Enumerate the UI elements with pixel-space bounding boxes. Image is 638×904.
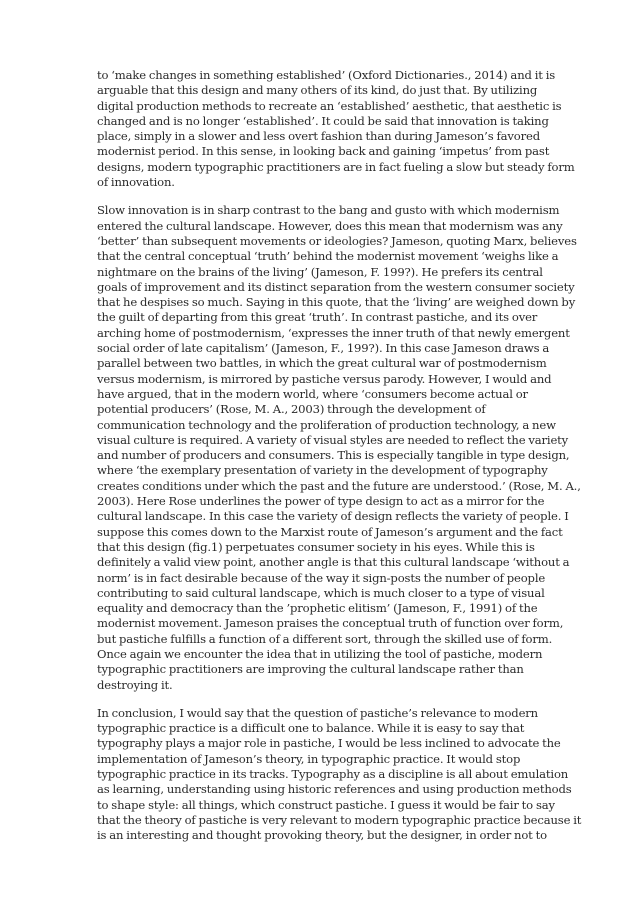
text-line: nightmare on the brains of the living’ (Jameson, F. 199?). He prefers its central xyxy=(97,264,543,279)
paragraph-1 xyxy=(97,68,575,190)
text-line: arguable that this design and many others of its kind, do just that. By utilizing xyxy=(97,83,538,98)
text-line: versus modernism, is mirrored by pastiche versus parody. However, I would and xyxy=(97,371,552,386)
text-line: equality and democracy than the ’prophetic elitism’ (Jameson, F., 1991) of the xyxy=(97,601,538,616)
text-line: have argued, that in the modern world, where ‘consumers become actual or xyxy=(97,386,528,401)
paragraph-2 xyxy=(97,203,581,693)
text-line: 2003). Here Rose underlines the power of type design to act as a mirror for the xyxy=(97,494,545,509)
text-line: as learning, understanding using historic references and using production methods xyxy=(97,782,572,797)
text-line: creates conditions under which the past and the future are understood.’ (Rose, M. A., xyxy=(97,478,581,493)
text-line: definitely a valid view point, another angle is that this cultural landscape ‘without a xyxy=(97,555,570,570)
text-line: where ‘the exemplary presentation of variety in the development of typography xyxy=(97,463,548,478)
text-line: potential producers’ (Rose, M. A., 2003) through the development of xyxy=(97,402,486,417)
text-line: visual culture is required. A variety of visual styles are needed to reflect the variety xyxy=(97,432,569,447)
text-line: to ‘make changes in something established’ (Oxford Dictionaries., 2014) and it is xyxy=(97,68,556,82)
text-line: norm’ is in fact desirable because of the way it sign-posts the number of people xyxy=(97,570,546,585)
text-line: entered the cultural landscape. However, does this mean that modernism was any xyxy=(97,218,563,233)
text-line: of innovation. xyxy=(97,175,175,190)
text-line: social order of late capitalism’ (Jameson, F., 199?). In this case Jameson draws a xyxy=(97,341,550,356)
text-line: cultural landscape. In this case the variety of design reflects the variety of people. I xyxy=(97,509,569,524)
text-line: ‘better’ than subsequent movements or ideologies? Jameson, quoting Marx, believes xyxy=(97,233,577,248)
text-line: suppose this comes down to the Marxist route of Jameson’s argument and the fact xyxy=(97,524,563,539)
text-line: arching home of postmodernism, ‘expresses the inner truth of that newly emergent xyxy=(97,325,570,340)
text-line: typographic practice in its tracks. Typography as a discipline is all about emulation xyxy=(97,767,569,782)
text-line: digital production methods to recreate an ‘established’ aesthetic, that aesthetic is xyxy=(97,98,562,113)
text-line: that he despises so much. Saying in this quote, that the ‘living’ are weighed down by xyxy=(97,295,576,310)
text-line: but pastiche fulfills a function of a different sort, through the skilled use of form. xyxy=(97,631,553,646)
text-line: destroying it. xyxy=(97,677,173,692)
text-line: goals of improvement and its distinct separation from the western consumer society xyxy=(97,279,575,294)
text-line: designs, modern typographic practitioners are in fact fueling a slow but steady form xyxy=(97,159,575,174)
text-line: Slow innovation is in sharp contrast to the bang and gusto with which modernism xyxy=(97,203,560,218)
body-text xyxy=(97,68,582,857)
text-line: modernist period. In this sense, in looking back and gaining ‘impetus’ from past xyxy=(97,144,550,159)
text-line: contributing to said cultural landscape, which is much closer to a type of visual xyxy=(97,585,545,600)
text-line: that the theory of pastiche is very relevant to modern typographic practice because it xyxy=(97,812,582,827)
text-line: parallel between two battles, in which the great cultural war of postmodernism xyxy=(97,356,547,371)
text-line: place, simply in a slower and less overt fashion than during Jameson’s favored xyxy=(97,129,540,144)
text-line: typographic practitioners are improving the cultural landscape rather than xyxy=(97,662,524,677)
text-line: communication technology and the proliferation of production technology, a new xyxy=(97,417,556,432)
text-line: implementation of Jameson’s theory, in typographic practice. It would stop xyxy=(97,751,521,766)
paragraph-3 xyxy=(97,705,582,844)
text-line: In conclusion, I would say that the question of pastiche’s relevance to modern xyxy=(97,705,538,720)
text-line: typographic practice is a difficult one to balance. While it is easy to say that xyxy=(97,721,525,736)
text-line: modernist movement. Jameson praises the conceptual truth of function over form, xyxy=(97,616,564,631)
text-line: and number of producers and consumers. This is especially tangible in type design, xyxy=(97,448,570,463)
text-line: to shape style: all things, which construct pastiche. I guess it would be fair to say xyxy=(97,797,555,812)
text-line: the guilt of departing from this great ‘truth’. In contrast pastiche, and its over xyxy=(97,310,538,325)
text-line: that this design (fig.1) perpetuates consumer society in his eyes. While this is xyxy=(97,539,535,554)
text-line: is an interesting and thought provoking theory, but the designer, in order not to xyxy=(97,828,547,843)
text-line: typography plays a major role in pastiche, I would be less inclined to advocate the xyxy=(97,736,561,751)
text-line: changed and is no longer ‘established’. It could be said that innovation is taking xyxy=(97,113,549,128)
text-line: that the central conceptual ‘truth’ behind the modernist movement ‘weighs like a xyxy=(97,249,559,264)
text-line: Once again we encounter the idea that in utilizing the tool of pastiche, modern xyxy=(97,646,543,661)
